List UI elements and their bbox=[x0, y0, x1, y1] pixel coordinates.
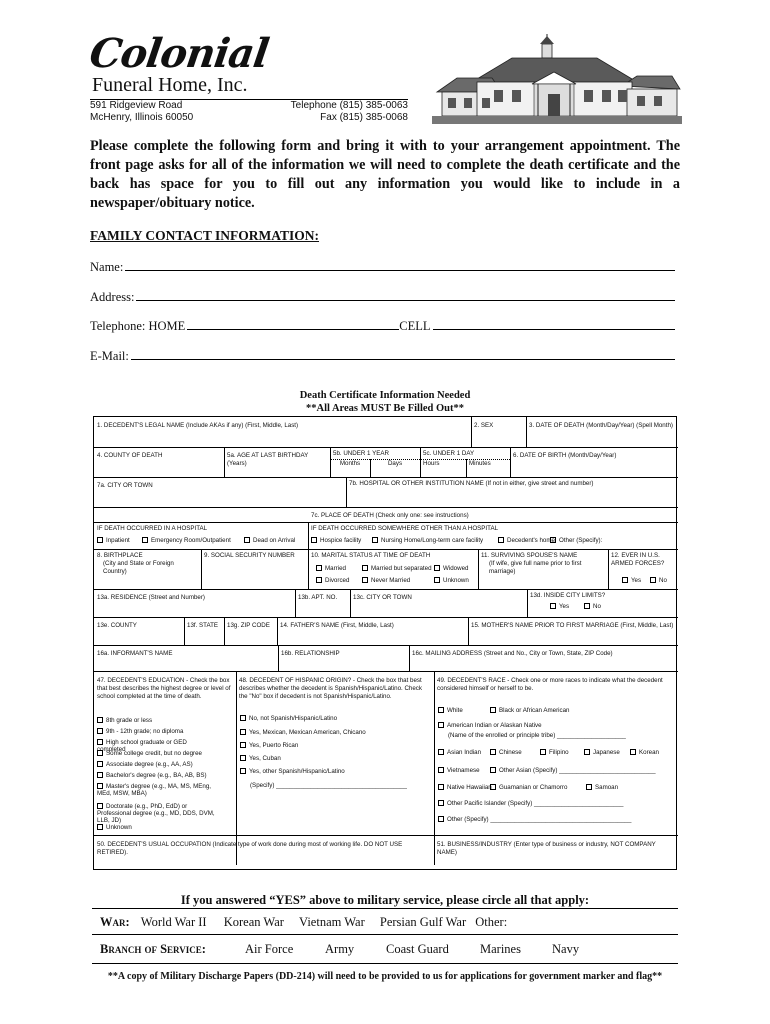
field-13f-state[interactable]: 13f. STATE bbox=[187, 622, 219, 629]
field-2-sex[interactable]: 2. SEX bbox=[474, 422, 494, 429]
field-7b-hospital-name[interactable]: 7b. HOSPITAL OR OTHER INSTITUTION NAME (If not in either, give street and number) bbox=[349, 480, 594, 487]
email-line[interactable] bbox=[131, 347, 675, 360]
field-1-legal-name[interactable]: 1. DECEDENT'S LEGAL NAME (Include AKAs if any) (First, Middle, Last) bbox=[97, 422, 299, 429]
race-other-asian[interactable]: Other Asian (Specify) ____________________________ bbox=[490, 767, 656, 774]
field-4-county-of-death[interactable]: 4. COUNTY OF DEATH bbox=[97, 452, 163, 459]
company-name: Funeral Home, Inc. bbox=[92, 74, 248, 96]
race-white[interactable]: White bbox=[438, 707, 463, 714]
checkbox[interactable] bbox=[434, 577, 440, 583]
field-13g-zip[interactable]: 13g. ZIP CODE bbox=[227, 622, 270, 629]
family-contact-heading: FAMILY CONTACT INFORMATION: bbox=[90, 228, 320, 243]
field-15-mothers-name[interactable]: 15. MOTHER'S NAME PRIOR TO FIRST MARRIAGE (First, Middle, Last) bbox=[471, 622, 674, 629]
married-option[interactable]: Married bbox=[316, 565, 346, 572]
death-certificate-form bbox=[93, 416, 677, 870]
hospital-death-heading: IF DEATH OCCURRED IN A HOSPITAL bbox=[97, 525, 208, 532]
checkbox[interactable] bbox=[584, 603, 590, 609]
checkbox[interactable] bbox=[97, 783, 103, 789]
checkbox[interactable] bbox=[316, 565, 322, 571]
checkbox[interactable] bbox=[490, 749, 496, 755]
other-place-option[interactable]: Other (Specify): bbox=[550, 537, 602, 544]
war-other[interactable]: Other: bbox=[475, 915, 508, 929]
home-phone-label: Telephone: HOME bbox=[90, 319, 186, 333]
days-label[interactable]: Days bbox=[387, 460, 403, 467]
race-vietnamese[interactable]: Vietnamese bbox=[438, 767, 480, 774]
city-limits-no[interactable]: No bbox=[584, 603, 601, 610]
funeral-home-building-image bbox=[432, 34, 682, 124]
education-option[interactable]: Doctorate (e.g., PhD, EdD) or Professional degree (e.g., MD, DDS, DVM, LLB, JD) bbox=[97, 803, 215, 824]
checkbox[interactable] bbox=[490, 707, 496, 713]
checkbox[interactable] bbox=[438, 816, 444, 822]
field-16a-informant[interactable]: 16a. INFORMANT'S NAME bbox=[97, 650, 173, 657]
armed-forces-yes[interactable]: Yes bbox=[622, 577, 641, 584]
checkbox[interactable] bbox=[240, 768, 246, 774]
field-51-business-industry[interactable]: 51. BUSINESS/INDUSTRY (Enter type of business or industry, NOT COMPANY NAME) bbox=[437, 841, 656, 856]
race-american-indian[interactable]: American Indian or Alaskan Native bbox=[438, 722, 542, 729]
field-13b-apt-no[interactable]: 13b. APT. NO. bbox=[298, 594, 338, 601]
checkbox[interactable] bbox=[438, 749, 444, 755]
field-8-birthplace[interactable]: 8. BIRTHPLACE (City and State or Foreign Country) bbox=[97, 552, 174, 575]
race-native-hawaiian[interactable]: Native Hawaiian bbox=[438, 784, 492, 791]
checkbox[interactable] bbox=[240, 755, 246, 761]
emergency-room-option[interactable]: Emergency Room/Outpatient bbox=[142, 537, 231, 544]
death-certificate-heading: Death Certificate Information Needed bbox=[299, 390, 471, 401]
checkbox[interactable] bbox=[362, 565, 368, 571]
checkbox[interactable] bbox=[97, 739, 103, 745]
checkbox[interactable] bbox=[97, 717, 103, 723]
widowed-option[interactable]: Widowed bbox=[434, 565, 468, 572]
war-label: War: bbox=[100, 915, 130, 929]
field-9-ssn[interactable]: 9. SOCIAL SECURITY NUMBER bbox=[204, 552, 295, 559]
checkbox[interactable] bbox=[438, 722, 444, 728]
branch-row bbox=[100, 942, 660, 957]
name-field[interactable] bbox=[90, 258, 675, 275]
field-48-hispanic-origin: 48. DECEDENT OF HISPANIC ORIGIN? - Check the box that best describes whether the decedent is Spanish/Hispanic/Latino. Check the "No" box if decedent is not Spanish/Hispanic/Latino. bbox=[239, 677, 422, 700]
checkbox[interactable] bbox=[622, 577, 628, 583]
military-question: If you answered “YES” above to military service, please circle all that apply: bbox=[180, 893, 590, 907]
checkbox[interactable] bbox=[97, 772, 103, 778]
checkbox[interactable] bbox=[97, 761, 103, 767]
checkbox[interactable] bbox=[240, 715, 246, 721]
field-13e-county[interactable]: 13e. COUNTY bbox=[97, 622, 137, 629]
field-16c-mailing-address[interactable]: 16c. MAILING ADDRESS (Street and No., City or Town, State, ZIP Code) bbox=[412, 650, 613, 657]
checkbox[interactable] bbox=[97, 750, 103, 756]
tribe-name[interactable]: (Name of the enrolled or principle tribe) ____________________ bbox=[448, 732, 626, 739]
intro-paragraph: Please complete the following form and bring it with to your arrangement appointment. The front page asks for all of the information we will need to complete the death certificate and the back has space for you to fill out any information you would like to include in a newspaper/obituary notice. bbox=[90, 138, 680, 211]
checkbox[interactable] bbox=[490, 767, 496, 773]
war-korean[interactable]: Korean War bbox=[223, 915, 284, 929]
checkbox[interactable] bbox=[362, 577, 368, 583]
military-section bbox=[92, 908, 678, 964]
race-japanese[interactable]: Japanese bbox=[584, 749, 620, 756]
field-13a-residence[interactable]: 13a. RESIDENCE (Street and Number) bbox=[97, 594, 205, 601]
field-14-fathers-name[interactable]: 14. FATHER'S NAME (First, Middle, Last) bbox=[280, 622, 394, 629]
telephone: Telephone (815) 385-0063 bbox=[290, 100, 408, 111]
address-line-2: McHenry, Illinois 60050 bbox=[90, 112, 194, 123]
education-option[interactable]: Master's degree (e.g., MA, MS, MEng, MEd, MSW, MBA) bbox=[97, 783, 212, 797]
married-separated-option[interactable]: Married but separated bbox=[362, 565, 432, 572]
field-49-race: 49. DECEDENT'S RACE - Check one or more races to indicate what the decedent considered himself or herself to be. bbox=[437, 677, 663, 692]
address-line-1: 591 Ridgeview Road bbox=[90, 100, 183, 111]
field-12-armed-forces: 12. EVER IN U.S. ARMED FORCES? bbox=[611, 552, 665, 567]
checkbox[interactable] bbox=[97, 537, 103, 543]
checkbox[interactable] bbox=[490, 784, 496, 790]
branch-coast-guard[interactable]: Coast Guard bbox=[386, 942, 449, 956]
hispanic-option[interactable]: No, not Spanish/Hispanic/Latino bbox=[240, 715, 337, 722]
war-row bbox=[100, 915, 507, 930]
email-label: E-Mail: bbox=[90, 349, 129, 363]
checkbox[interactable] bbox=[550, 603, 556, 609]
field-13d-inside-city-limits: 13d. INSIDE CITY LIMITS? bbox=[530, 592, 606, 599]
branch-army[interactable]: Army bbox=[325, 942, 355, 956]
education-option[interactable]: Unknown bbox=[97, 824, 215, 831]
checkbox[interactable] bbox=[434, 565, 440, 571]
decedents-home-option[interactable]: Decedent's home bbox=[498, 537, 555, 544]
checkbox[interactable] bbox=[97, 728, 103, 734]
company-logo: Colonial bbox=[86, 30, 272, 77]
checkbox[interactable] bbox=[240, 729, 246, 735]
race-filipino[interactable]: Filipino bbox=[540, 749, 569, 756]
dd214-footnote: **A copy of Military Discharge Papers (DD-214) will need to be provided to us for applications for government marker and flag** bbox=[107, 971, 663, 982]
checkbox[interactable] bbox=[438, 800, 444, 806]
education-option[interactable]: Bachelor's degree (e.g., BA, AB, BS) bbox=[97, 772, 215, 779]
war-vietnam[interactable]: Vietnam War bbox=[299, 915, 365, 929]
education-option[interactable]: Associate degree (e.g., AA, AS) bbox=[97, 761, 215, 768]
branch-navy[interactable]: Navy bbox=[552, 942, 580, 956]
telephone-field[interactable] bbox=[90, 317, 675, 334]
field-13c-city[interactable]: 13c. CITY OR TOWN bbox=[353, 594, 412, 601]
email-field[interactable] bbox=[90, 347, 675, 364]
race-guamanian[interactable]: Guamanian or Chamorro bbox=[490, 784, 567, 791]
hispanic-specify[interactable]: (Specify) ______________________________________ bbox=[250, 782, 407, 789]
cell-phone-line[interactable] bbox=[433, 317, 675, 330]
checkbox[interactable] bbox=[584, 749, 590, 755]
checkbox[interactable] bbox=[142, 537, 148, 543]
armed-forces-no[interactable]: No bbox=[650, 577, 667, 584]
field-7c-place-of-death: 7c. PLACE OF DEATH (Check only one: see instructions) bbox=[311, 512, 469, 519]
field-50-occupation[interactable]: 50. DECEDENT'S USUAL OCCUPATION (Indicate type of work done during most of working life. DO NOT USE RETIRED). bbox=[97, 841, 403, 856]
field-6-date-of-birth[interactable]: 6. DATE OF BIRTH (Month/Day/Year) bbox=[513, 452, 617, 459]
months-label[interactable]: Months bbox=[339, 460, 361, 467]
dead-on-arrival-option[interactable]: Dead on Arrival bbox=[244, 537, 295, 544]
checkbox[interactable] bbox=[540, 749, 546, 755]
cell-label: CELL bbox=[399, 319, 431, 333]
war-persian-gulf[interactable]: Persian Gulf War bbox=[379, 915, 467, 929]
race-korean[interactable]: Korean bbox=[630, 749, 659, 756]
field-5b-under-1-year: 5b. UNDER 1 YEAR bbox=[333, 450, 389, 457]
checkbox[interactable] bbox=[650, 577, 656, 583]
checkbox[interactable] bbox=[498, 537, 504, 543]
address-label: Address: bbox=[90, 290, 135, 304]
checkbox[interactable] bbox=[438, 767, 444, 773]
checkbox[interactable] bbox=[550, 537, 556, 543]
education-option[interactable]: High school graduate or GED completed bbox=[97, 739, 187, 753]
race-chinese[interactable]: Chinese bbox=[490, 749, 522, 756]
war-world-war-ii[interactable]: World War II bbox=[140, 915, 207, 929]
field-7a-city-or-town[interactable]: 7a. CITY OR TOWN bbox=[97, 482, 153, 489]
branch-air-force[interactable]: Air Force bbox=[245, 942, 294, 956]
death-certificate-subheading: **All Areas MUST Be Filled Out** bbox=[306, 403, 464, 414]
checkbox[interactable] bbox=[438, 707, 444, 713]
checkbox[interactable] bbox=[311, 537, 317, 543]
field-16b-relationship[interactable]: 16b. RELATIONSHIP bbox=[281, 650, 340, 657]
checkbox[interactable] bbox=[240, 742, 246, 748]
field-47-education: 47. DECEDENT'S EDUCATION - Check the box that best describes the highest degree or level of school completed at the time of death. bbox=[97, 677, 231, 700]
field-10-marital-status: 10. MARITAL STATUS AT TIME OF DEATH bbox=[311, 552, 431, 559]
divorced-option[interactable]: Divorced bbox=[316, 577, 349, 584]
field-11-spouse-name[interactable]: 11. SURVIVING SPOUSE'S NAME (If wife, give full name prior to first marriage) bbox=[481, 552, 582, 575]
field-5a-age[interactable]: 5a. AGE AT LAST BIRTHDAY (Years) bbox=[227, 452, 309, 467]
checkbox[interactable] bbox=[244, 537, 250, 543]
hispanic-option[interactable]: Yes, Cuban bbox=[240, 755, 281, 762]
address-line[interactable] bbox=[136, 288, 675, 301]
hispanic-option[interactable]: Yes, other Spanish/Hispanic/Latino bbox=[240, 768, 345, 775]
branch-marines[interactable]: Marines bbox=[480, 942, 521, 956]
hispanic-option[interactable]: Yes, Puerto Rican bbox=[240, 742, 298, 749]
education-option[interactable]: 8th grade or less bbox=[97, 717, 215, 724]
race-black[interactable]: Black or African American bbox=[490, 707, 570, 714]
checkbox[interactable] bbox=[586, 784, 592, 790]
fax: Fax (815) 385-0068 bbox=[320, 112, 408, 123]
race-samoan[interactable]: Samoan bbox=[586, 784, 618, 791]
address-field[interactable] bbox=[90, 288, 675, 305]
name-line[interactable] bbox=[125, 258, 675, 271]
race-other[interactable]: Other (Specify) _________________________________________ bbox=[438, 816, 631, 823]
name-label: Name: bbox=[90, 260, 124, 274]
field-3-date-of-death[interactable]: 3. DATE OF DEATH (Month/Day/Year) (Spell Month) bbox=[529, 422, 673, 429]
checkbox[interactable] bbox=[438, 784, 444, 790]
field-5c-under-1-day: 5c. UNDER 1 DAY bbox=[423, 450, 475, 457]
nursing-home-option[interactable]: Nursing Home/Long-term care facility bbox=[372, 537, 483, 544]
checkbox[interactable] bbox=[316, 577, 322, 583]
checkbox[interactable] bbox=[97, 824, 103, 830]
city-limits-yes[interactable]: Yes bbox=[550, 603, 569, 610]
race-asian-indian[interactable]: Asian Indian bbox=[438, 749, 481, 756]
hours-label[interactable]: Hours bbox=[423, 460, 440, 467]
education-option[interactable]: 9th - 12th grade; no diploma bbox=[97, 728, 215, 735]
race-other-pacific-islander[interactable]: Other Pacific Islander (Specify) __________________________ bbox=[438, 800, 623, 807]
never-married-option[interactable]: Never Married bbox=[362, 577, 410, 584]
inpatient-option[interactable]: Inpatient bbox=[97, 537, 130, 544]
home-phone-line[interactable] bbox=[187, 317, 399, 330]
hospice-option[interactable]: Hospice facility bbox=[311, 537, 361, 544]
other-place-death-heading: IF DEATH OCCURRED SOMEWHERE OTHER THAN A HOSPITAL bbox=[311, 525, 499, 532]
checkbox[interactable] bbox=[372, 537, 378, 543]
checkbox[interactable] bbox=[630, 749, 636, 755]
education-option[interactable]: Some college credit, but no degree bbox=[97, 750, 215, 757]
branch-label: Branch of Service: bbox=[100, 942, 206, 956]
checkbox[interactable] bbox=[97, 803, 103, 809]
unknown-marital-option[interactable]: Unknown bbox=[434, 577, 469, 584]
minutes-label[interactable]: Minutes bbox=[469, 460, 491, 467]
hispanic-option[interactable]: Yes, Mexican, Mexican American, Chicano bbox=[240, 729, 366, 736]
